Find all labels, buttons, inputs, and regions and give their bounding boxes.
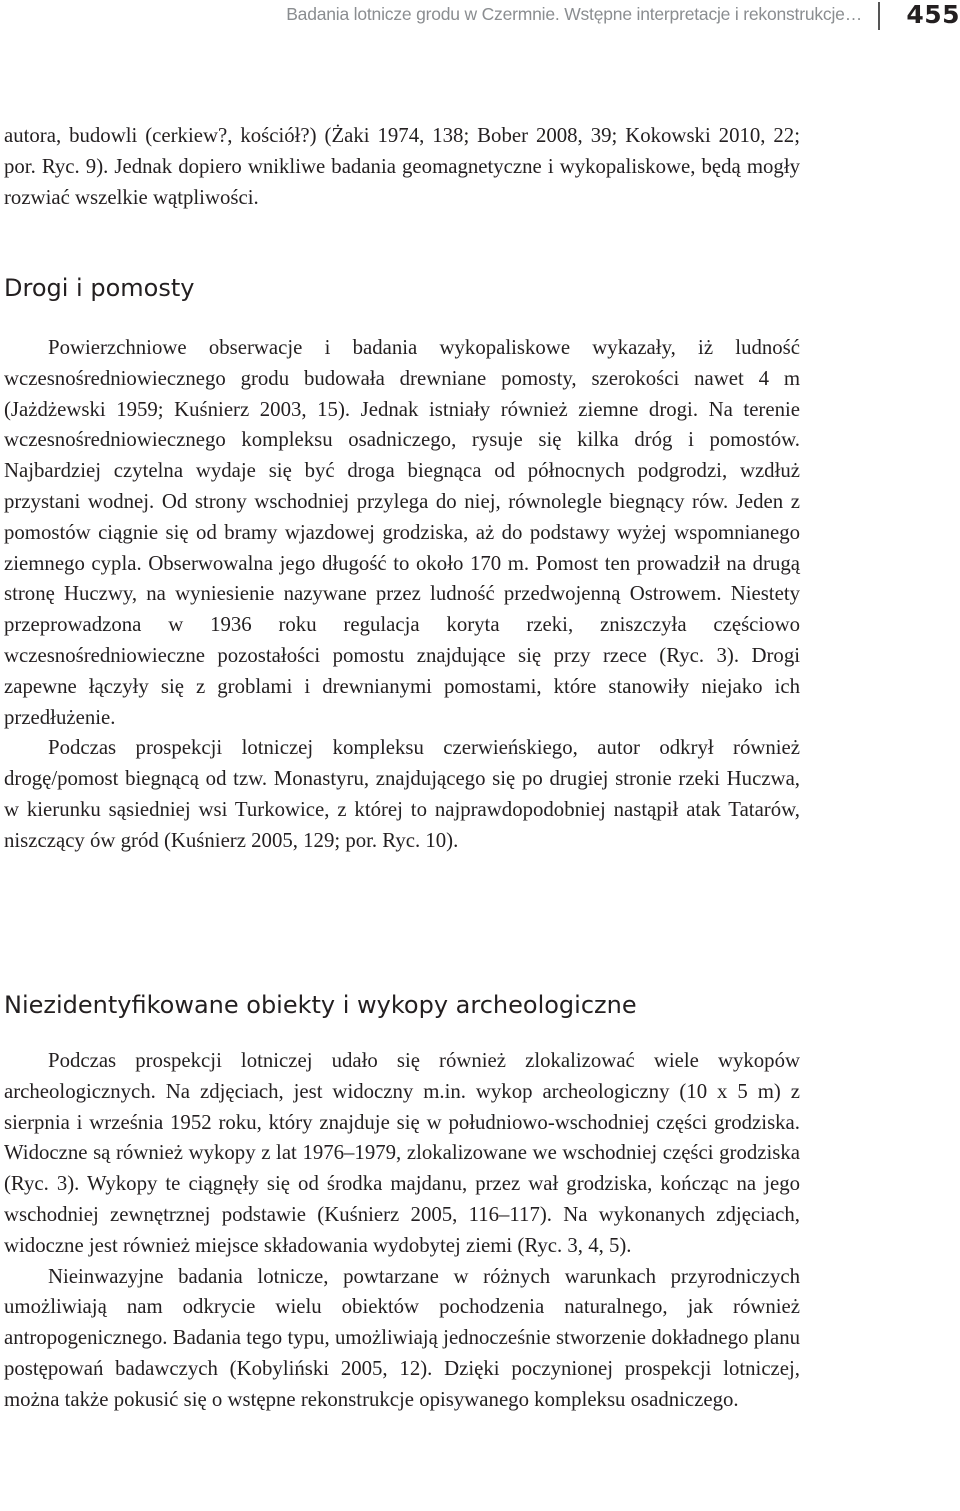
intro-paragraph: autora, budowli (cerkiew?, kościół?) (Żaki 1974, 138; Bober 2008, 39; Kokowski 2010, 22; por. Ryc. 9). Jednak dopiero wnikliwe badania geomagnetyczne i wykopaliskowe, będą mogły rozwiać wszelkie wątpliwości. (4, 124, 800, 209)
section-roads-body (4, 333, 800, 857)
page-number: 455 (906, 0, 960, 29)
section-heading-roads: Drogi i pomosty (4, 274, 195, 302)
paragraph: Powierzchniowe obserwacje i badania wykopaliskowe wykazały, iż ludność wczesnośredniowiecznego grodu budowała drewniane pomosty, szerokości nawet 4 m (Jażdżewski 1959; Kuśnierz 2003, 15). Jednak istniały również ziemne drogi. Na terenie wczesnośredniowiecznego kompleksu osadniczego, rysuje się kilka dróg i pomostów. Najbardziej czytelna wydaje się być droga biegnąca od północnych podgrodzi, wzdłuż przystani wodnej. Od strony wschodniej przylega do niej, równolegle biegnący rów. Jeden z pomostów ciągnie się od bramy wjazdowej grodziska, aż do podstawy wyżej wspomnianego ziemnego cypla. Obserwowalna jego długość to około 170 m. Pomost ten prowadził na drugą stronę Huczwy, na wyniesienie nazywane przez ludność przedwojenną Ostrowem. Niestety przeprowadzona w 1936 roku regulacja koryta rzeki, zniszczyła częściowo wczesnośredniowieczne pozostałości pomostu znajdujące się przy rzece (Ryc. 3). Drogi zapewne łączyły się z groblami i drewnianymi pomostami, które stanowiły niejako ich przedłużenie. (4, 336, 800, 729)
paragraph: Podczas prospekcji lotniczej udało się również zlokalizować wiele wykopów archeologicznych. Na zdjęciach, jest widoczny m.in. wykop archeologiczny (10 x 5 m) z sierpnia i września 1952 roku, który znajduje się w południowo-wschodniej części grodziska. Widoczne są również wykopy z lat 1976–1979, zlokalizowane we wschodniej części grodziska (Ryc. 3). Wykopy te ciągnęły się od środka majdanu, przez wał grodziska, kończąc na jego wschodniej zewnętrznej podstawie (Kuśnierz 2005, 116–117). Na wykonanych zdjęciach, widoczne jest również miejsce składowania wydobytej ziemi (Ryc. 3, 4, 5). (4, 1049, 800, 1257)
running-title: Badania lotnicze grodu w Czermnie. Wstępne interpretacje i rekonstrukcje… (286, 4, 862, 24)
paragraph: Nieinwazyjne badania lotnicze, powtarzane w różnych warunkach przyrodniczych umożliwiają nam odkrycie wielu obiektów pochodzenia naturalnego, jak również antropogenicznego. Badania tego typu, umożliwiają jednocześnie stworzenie dokładnego planu postępowań badawczych (Kobyliński 2005, 12). Dzięki poczynionej prospekcji lotniczej, można także pokusić się o wstępne rekonstrukcje opisywanego kompleksu osadniczego. (4, 1264, 800, 1411)
paragraph: Podczas prospekcji lotniczej kompleksu czerwieńskiego, autor odkrył również drogę/pomost biegnącą od tzw. Monastyru, znajdującego się po drugiej stronie rzeki Huczwa, w kierunku sąsiedniej wsi Turkowice, z której to najprawdopodobniej nastąpił atak Tatarów, niszczący ów gród (Kuśnierz 2005, 129; por. Ryc. 10). (4, 736, 800, 852)
section-heading-excavations: Niezidentyfikowane obiekty i wykopy archeologiczne (4, 991, 637, 1019)
intro-block (4, 121, 800, 213)
header-divider (878, 2, 880, 30)
section-excavations-body (4, 1046, 800, 1416)
running-header (0, 0, 960, 34)
